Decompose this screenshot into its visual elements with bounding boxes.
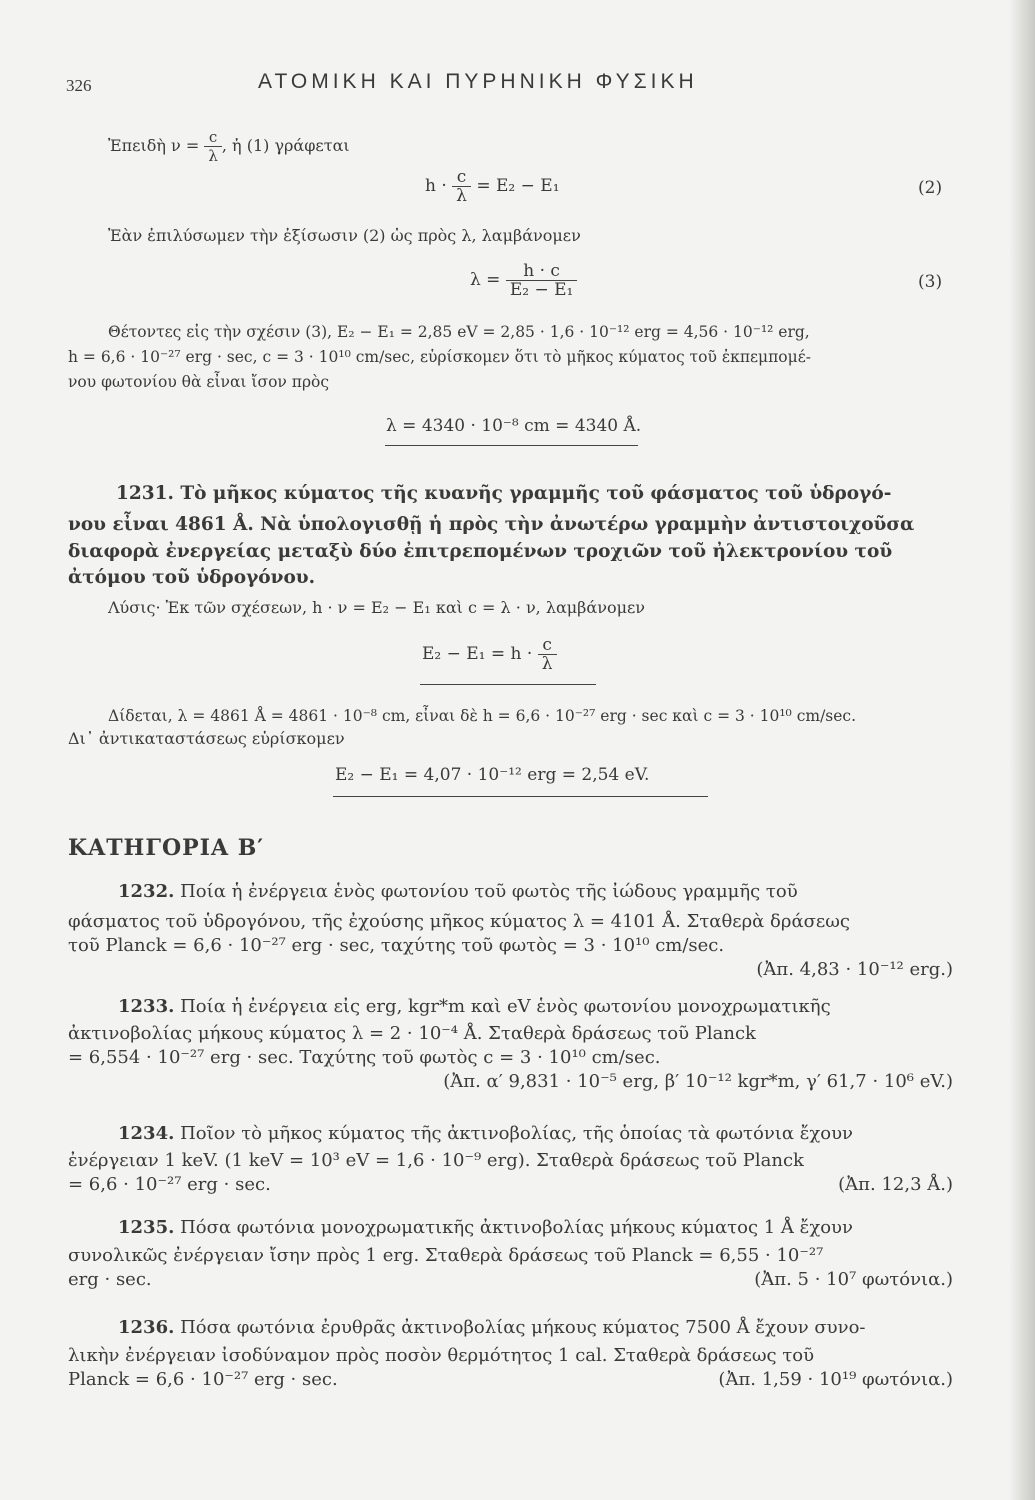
substitution-line: Δι᾽ ἀντικαταστάσεως εὑρίσκομεν	[68, 729, 345, 748]
problem-line: τοῦ Planck = 6,6 · 10⁻²⁷ erg · sec, ταχύτης τοῦ φωτὸς = 3 · 10¹⁰ cm/sec.	[68, 935, 725, 956]
intro-line-2: Ἐὰν ἐπιλύσωμεν τὴν ἐξίσωσιν (2) ὡς πρὸς λ, λαμβάνομεν	[108, 226, 581, 245]
solution-equation-underline	[420, 684, 596, 685]
problem-1231-line-3: διαφορὰ ἐνεργείας μεταξὺ δύο ἐπιτρεπομένων τροχιῶν τοῦ ἠλεκτρονίου τοῦ	[68, 541, 893, 562]
fraction-numerator: c	[204, 128, 222, 147]
problem-1231-line-1: 1231. Τὸ μῆκος κύματος τῆς κυανῆς γραμμῆς τοῦ φάσματος τοῦ ὑδρογό-	[116, 483, 892, 504]
problem-number: 1233.	[118, 996, 175, 1017]
problem-number: 1235.	[118, 1217, 175, 1238]
problem-line	[68, 1316, 953, 1340]
equation-2-lhs: h ·	[425, 176, 447, 196]
given-values: Δίδεται, λ = 4861 Å = 4861 · 10⁻⁸ cm, εἶναι δὲ h = 6,6 · 10⁻²⁷ erg · sec καὶ c = 3 · 10¹⁰ cm/sec.	[108, 707, 857, 725]
problem-text: Ποία ἡ ἐνέργεια εἰς erg, kgr*m καὶ eV ἑνὸς φωτονίου μονοχρωματικῆς	[174, 996, 831, 1017]
intro-line-1-suffix: , ἡ (1) γράφεται	[221, 136, 350, 155]
problem-text: erg · sec.	[68, 1269, 152, 1290]
problem-line	[68, 1122, 953, 1146]
fraction-numerator: c	[452, 168, 471, 187]
problem-1233	[68, 995, 953, 1094]
energy-difference-result: E₂ − E₁ = 4,07 · 10⁻¹² erg = 2,54 eV.	[335, 765, 650, 785]
equation-3-fraction	[506, 262, 578, 299]
problem-answer: (Ἀπ. 4,83 · 10⁻¹² erg.)	[756, 959, 953, 980]
solution-equation	[422, 636, 557, 673]
problem-text: Πόσα φωτόνια μονοχρωματικῆς ἀκτινοβολίας μήκους κύματος 1 Å ἔχουν	[174, 1217, 853, 1238]
solution-equation-fraction	[538, 636, 557, 673]
equation-3	[470, 262, 577, 299]
problem-line: = 6,554 · 10⁻²⁷ erg · sec. Ταχύτης τοῦ φωτὸς c = 3 · 10¹⁰ cm/sec.	[68, 1047, 661, 1068]
solution-line-1: Λύσις· Ἐκ τῶν σχέσεων, h · ν = E₂ − E₁ καὶ c = λ · ν, λαμβάνομεν	[108, 598, 646, 617]
running-header-title: ΑΤΟΜΙΚΗ ΚΑΙ ΠΥΡΗΝΙΚΗ ΦΥΣΙΚΗ	[258, 70, 698, 93]
problem-number: 1232.	[118, 881, 175, 902]
fraction-numerator: h · c	[506, 262, 578, 281]
equation-2-fraction	[452, 168, 471, 205]
equation-2-rhs: = E₂ − E₁	[476, 176, 560, 196]
category-heading: ΚΑΤΗΓΟΡΙΑ Β′	[68, 835, 265, 861]
intro-paragraph-line-1: Θέτοντες εἰς τὴν σχέσιν (3), E₂ − E₁ = 2,85 eV = 2,85 · 1,6 · 10⁻¹² erg = 4,56 · 10⁻¹² erg,	[108, 323, 810, 341]
problem-number: 1234.	[118, 1123, 175, 1144]
problem-line	[68, 1216, 953, 1240]
problem-text: Πόσα φωτόνια ἐρυθρᾶς ἀκτινοβολίας μήκους κύματος 7500 Å ἔχουν συνο-	[174, 1317, 866, 1338]
fraction-denominator: E₂ − E₁	[509, 280, 574, 300]
problem-text: Ποία ἡ ἐνέργεια ἑνὸς φωτονίου τοῦ φωτὸς τῆς ἰώδους γραμμῆς τοῦ	[174, 881, 798, 902]
book-spine-shadow	[1009, 0, 1035, 1500]
problem-line-with-answer	[68, 1173, 953, 1197]
fraction-numerator: c	[538, 636, 557, 655]
problem-number: 1236.	[118, 1317, 175, 1338]
fraction-denominator: λ	[456, 186, 467, 206]
fraction-c-over-lambda	[204, 128, 222, 165]
problem-line: φάσματος τοῦ ὑδρογόνου, τῆς ἐχούσης μῆκος κύματος λ = 4101 Å. Σταθερὰ δράσεως	[68, 911, 851, 932]
problem-answer: (Ἀπ. 1,59 · 10¹⁹ φωτόνια.)	[718, 1369, 953, 1390]
problem-text: Ποῖον τὸ μῆκος κύματος τῆς ἀκτινοβολίας, τῆς ὁποίας τὰ φωτόνια ἔχουν	[174, 1123, 853, 1144]
problem-line-with-answer	[68, 1368, 953, 1392]
fraction-denominator: λ	[541, 654, 553, 674]
problem-line	[68, 880, 953, 904]
equation-2-number: (2)	[918, 178, 943, 198]
problem-line: λικὴν ἐνέργειαν ἰσοδύναμον πρὸς ποσὸν θερμότητος 1 cal. Σταθερὰ δράσεως τοῦ	[68, 1345, 815, 1366]
problem-1235	[68, 1216, 953, 1292]
problem-1231-line-2: νου εἶναι 4861 Å. Νὰ ὑπολογισθῇ ἡ πρὸς τὴν ἀνωτέρω γραμμὴν ἀντιστοιχοῦσα	[68, 514, 915, 535]
problem-answer: (Ἀπ. α′ 9,831 · 10⁻⁵ erg, β′ 10⁻¹² kgr*m, γ′ 61,7 · 10⁶ eV.)	[443, 1071, 953, 1092]
problem-text: = 6,6 · 10⁻²⁷ erg · sec.	[68, 1174, 271, 1195]
result-underline	[385, 445, 638, 446]
problem-line-with-answer	[68, 1268, 953, 1292]
wavelength-result: λ = 4340 · 10⁻⁸ cm = 4340 Å.	[386, 416, 642, 436]
problem-line	[68, 995, 953, 1019]
problem-answer: (Ἀπ. 12,3 Å.)	[838, 1174, 953, 1195]
problem-answer: (Ἀπ. 5 · 10⁷ φωτόνια.)	[754, 1269, 953, 1290]
fraction-denominator: λ	[208, 147, 218, 165]
equation-2	[425, 168, 560, 205]
equation-3-number: (3)	[918, 272, 943, 292]
solution-equation-lhs: E₂ − E₁ = h ·	[422, 644, 533, 664]
problem-line: συνολικῶς ἐνέργειαν ἴσην πρὸς 1 erg. Σταθερὰ δράσεως τοῦ Planck = 6,55 · 10⁻²⁷	[68, 1245, 824, 1266]
intro-line-1-text: Ἐπειδὴ ν =	[108, 136, 200, 155]
intro-paragraph-line-3: νου φωτονίου θὰ εἶναι ἴσον πρὸς	[68, 373, 330, 391]
intro-paragraph-line-2: h = 6,6 · 10⁻²⁷ erg · sec, c = 3 · 10¹⁰ cm/sec, εὑρίσκομεν ὅτι τὸ μῆκος κύματος τοῦ ἐκπεμπομέ-	[68, 348, 811, 366]
problem-line: ἐνέργειαν 1 keV. (1 keV = 10³ eV = 1,6 · 10⁻⁹ erg). Σταθερὰ δράσεως τοῦ Planck	[68, 1150, 804, 1171]
problem-text: Planck = 6,6 · 10⁻²⁷ erg · sec.	[68, 1369, 338, 1390]
equation-3-lhs: λ =	[470, 270, 501, 290]
page-number: 326	[66, 76, 92, 95]
problem-1232	[68, 880, 953, 982]
problem-1236	[68, 1316, 953, 1392]
problem-1234	[68, 1122, 953, 1197]
intro-line-1	[108, 128, 350, 165]
problem-1231-line-4: ἀτόμου τοῦ ὑδρογόνου.	[68, 567, 316, 588]
energy-result-underline	[333, 796, 708, 797]
problem-line: ἀκτινοβολίας μήκους κύματος λ = 2 · 10⁻⁴ Å. Σταθερὰ δράσεως τοῦ Planck	[68, 1023, 756, 1044]
